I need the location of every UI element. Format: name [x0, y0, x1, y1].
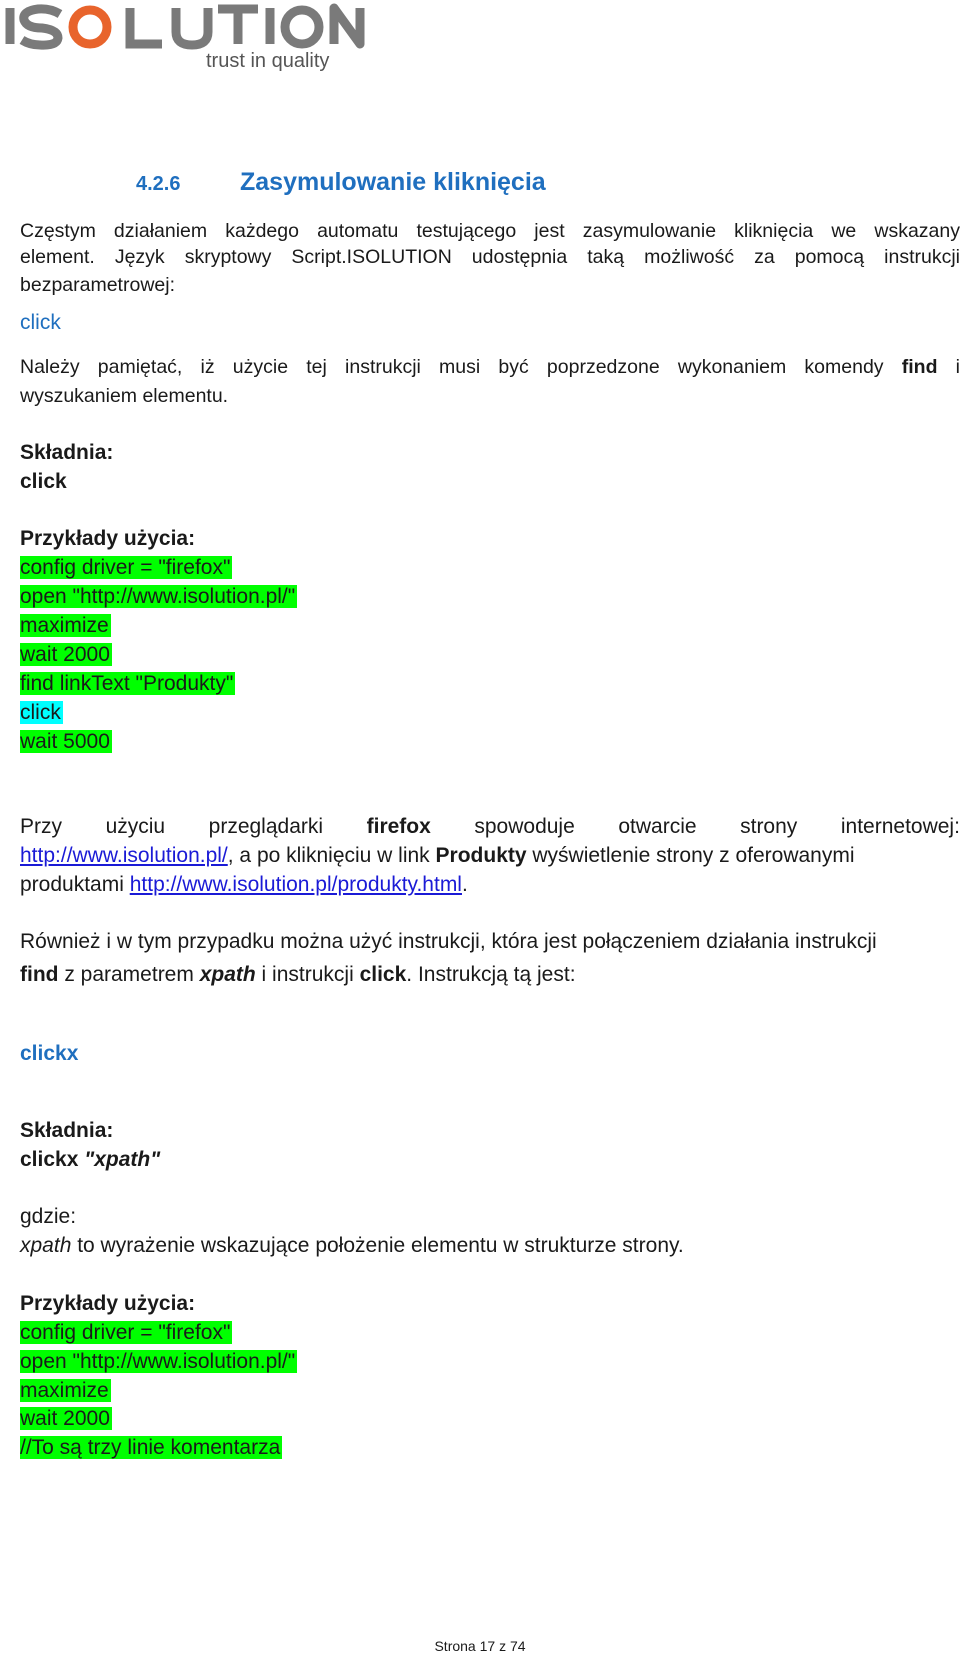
explanation-line-2: http://www.isolution.pl/, a po kliknięciu w link Produkty wyświetlenie strony z oferowanymi: [20, 844, 855, 867]
products-link[interactable]: http://www.isolution.pl/produkty.html: [129, 873, 462, 896]
command-clickx: clickx: [20, 1042, 79, 1065]
example2-line: config driver = "firefox": [20, 1321, 231, 1344]
example1-line: maximize: [20, 614, 109, 637]
example1-line: open "http://www.isolution.pl/": [20, 585, 296, 608]
example2-line: open "http://www.isolution.pl/": [20, 1350, 296, 1373]
page-footer: Strona 17 z 74: [434, 1638, 526, 1654]
section-number: 4.2.6: [136, 173, 181, 195]
explanation-line-3: produktami http://www.isolution.pl/produkty.html.: [20, 873, 468, 896]
intro-line-3: bezparametrowej:: [20, 274, 175, 296]
syntax-value-2: clickx "xpath": [20, 1148, 161, 1171]
section-title: Zasymulowanie kliknięcia: [240, 168, 546, 196]
example2-line: //To są trzy linie komentarza: [20, 1436, 281, 1459]
explanation-line-1: Przy użyciu przeglądarki firefox spowoduje otwarcie strony internetowej:: [20, 815, 960, 838]
example1-line: config driver = "firefox": [20, 556, 231, 579]
command-click: click: [20, 311, 61, 334]
also-line-1: Również i w tym przypadku można użyć instrukcji, która jest połączeniem działania instrukcji: [20, 930, 877, 953]
intro-line-2: element. Język skryptowy Script.ISOLUTION udostępnia taką możliwość za pomocą instrukcji: [20, 246, 960, 268]
where-desc: xpath to wyrażenie wskazujące położenie elementu w strukturze strony.: [20, 1234, 684, 1257]
syntax-value-1: click: [20, 470, 67, 493]
isolution-link[interactable]: http://www.isolution.pl/: [20, 844, 228, 867]
section-heading: [136, 168, 546, 197]
logo-tagline: trust in quality: [206, 50, 330, 72]
examples-label-1: Przykłady użycia:: [20, 527, 196, 550]
intro-line-1: Częstym działaniem każdego automatu testującego jest zasymulowanie kliknięcia we wskazany: [20, 220, 960, 242]
also-line-2: find z parametrem xpath i instrukcji click. Instrukcją tą jest:: [20, 963, 576, 986]
example1-line: find linkText "Produkty": [20, 672, 234, 695]
example1-line: wait 5000: [20, 730, 110, 753]
example1-line: click: [20, 701, 61, 724]
note-line-2: wyszukaniem elementu.: [20, 385, 229, 407]
where-label: gdzie:: [20, 1205, 77, 1228]
note-line-1: Należy pamiętać, iż użycie tej instrukcji musi być poprzedzone wykonaniem komendy find i: [20, 356, 960, 378]
syntax-label-2: Składnia:: [20, 1119, 114, 1142]
example1-line: wait 2000: [20, 643, 110, 666]
syntax-label-1: Składnia:: [20, 441, 114, 464]
example2-line: wait 2000: [20, 1407, 110, 1430]
examples-label-2: Przykłady użycia:: [20, 1292, 196, 1315]
example2-line: maximize: [20, 1379, 109, 1402]
